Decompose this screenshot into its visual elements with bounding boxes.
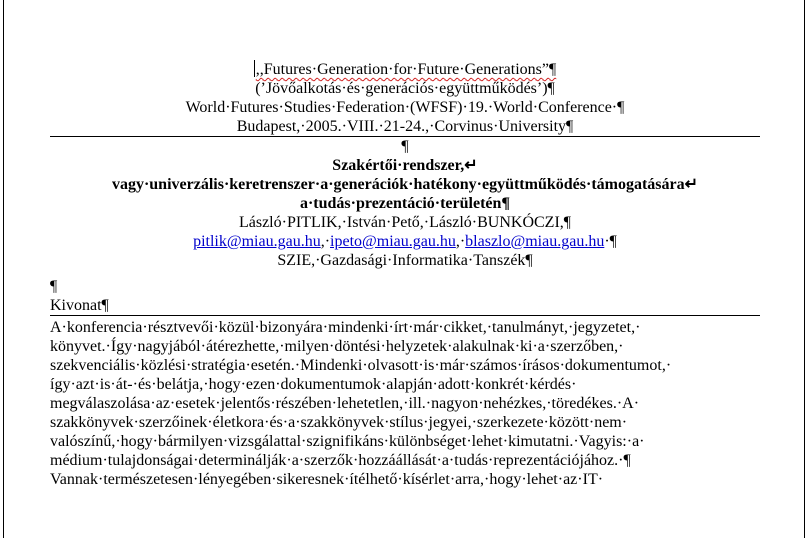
header-line-4: Budapest,·2005.·VIII.·21-24.,·Corvinus·University¶ xyxy=(50,117,760,137)
institution-line: SZIE,·Gazdasági·Informatika·Tanszék¶ xyxy=(277,252,533,269)
abstract-line: megválaszolása·az·esetek·jelentős·részében·lehetetlen,·ill.·nagyon·nehézkes,·töredékes.·A· xyxy=(50,395,640,412)
abstract-line: valószínű,·hogy·bármilyen·vizsgálattal·szignifikáns·különbséget·lehet·kimutatni.·Vagyis:·a· xyxy=(50,433,645,450)
header-line-1 xyxy=(50,60,760,79)
email-link-ipeto[interactable]: ipeto@miau.gau.hu xyxy=(330,233,456,250)
abstract-line: szakkönyvek·szerzőinek·életkora·és·a·szakkönyvek·stílus·jegyei,·szerkezete·között·nem· xyxy=(50,414,628,431)
abstract-line: A·konferencia·résztvevői·közül·bizonyára·mindenki·írt·már·cikket,·tanulmányt,·jegyzetet,· xyxy=(50,319,641,336)
abstract-line: médium·tulajdonságai·determinálják·a·szerzők·hozzáállását·a·tudás·reprezentációjához.·¶ xyxy=(50,452,631,469)
email-separator: ,· xyxy=(455,233,466,250)
authors-line: László·PITLIK,·István·Pető,·László·BUNKÓCZI,¶ xyxy=(238,214,572,231)
page-right-edge xyxy=(804,0,805,538)
blank-paragraph-2: ¶ xyxy=(50,278,58,295)
document-page[interactable] xyxy=(50,60,760,489)
title-line-1: Szakértői·rendszer,↵ xyxy=(332,157,478,174)
page-left-edge xyxy=(3,0,4,538)
abstract-paragraph xyxy=(50,318,760,470)
header-line-3: World·Futures·Studies·Federation·(WFSF)·19.·World·Conference·¶ xyxy=(185,99,625,116)
title-line-3: a·tudás·prezentáció·területén¶ xyxy=(299,195,511,212)
abstract-line: szekvenciális·közlési·stratégia·esetén.·Mindenki·olvasott·is·már·számos·írásos·dokumentumot,· xyxy=(50,357,672,374)
abstract-line: könyvet.·Így·nagyjából·átérezhette,·milyen·döntési·helyzetek·alakulnak·ki·a·szerzőben,· xyxy=(50,338,624,355)
email-link-pitlik[interactable]: pitlik@miau.gau.hu xyxy=(193,233,321,250)
text-cursor xyxy=(254,60,255,77)
next-paragraph-line: Vannak·természetesen·lényegében·sikeresnek·ítélhető·kísérlet·arra,·hogy·lehet·az·IT· xyxy=(50,471,604,488)
header-title-text: ,,Futures·Generation·for·Future·Generations”¶ xyxy=(255,61,557,78)
email-line-end: ·¶ xyxy=(604,233,617,250)
header-line-2: (’Jövőalkotás·és·generációs·együttműködés’)¶ xyxy=(255,80,555,97)
email-link-blaszlo[interactable]: blaszlo@miau.gau.hu xyxy=(465,233,605,250)
abstract-heading: Kivonat¶ xyxy=(50,296,760,316)
emails-line xyxy=(50,232,760,251)
email-separator: ,· xyxy=(320,233,331,250)
title-line-2: vagy·univerzális·keretrenszer·a·generációk·hatékony·együttműködés·támogatására↵ xyxy=(111,176,699,193)
blank-paragraph: ¶ xyxy=(401,138,409,155)
abstract-line: így·azt·is·át-·és·belátja,·hogy·ezen·dokumentumok·alapján·adott·konkrét·kérdés· xyxy=(50,376,577,393)
